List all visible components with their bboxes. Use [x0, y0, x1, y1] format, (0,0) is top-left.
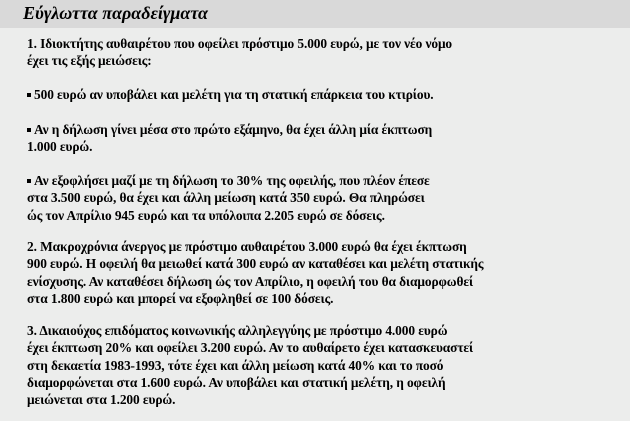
bullet-icon	[27, 93, 31, 97]
text-line: 3. Δικαιούχος επιδόματος κοινωνικής αλληλεγγύης με πρόστιμο 4.000 ευρώ	[27, 323, 448, 338]
text-line	[27, 121, 617, 138]
text-line: 1. Ιδιοκτήτης αυθαιρέτου που οφείλει πρόστιμο 5.000 ευρώ, με τον νέο νόμο	[27, 36, 453, 51]
text-line: ώς τον Απρίλιο 945 ευρώ και τα υπόλοιπα 2.205 ευρώ σε δόσεις.	[27, 207, 385, 223]
bullet-text: Αν η δήλωση γίνει μέσα στο πρώτο εξάμηνο, θα έχει άλλη μία έκπτωση	[34, 122, 433, 137]
text-line: μειώνεται στα 1.200 ευρώ.	[27, 392, 176, 408]
text-line: στα 1.800 ευρώ και μπορεί να εξοφληθεί σε 100 δόσεις.	[27, 290, 334, 306]
text-line: έχει έκπτωση 20% και οφείλει 3.200 ευρώ. Αν το αυθαίρετο έχει κατασκευαστεί	[27, 340, 474, 356]
text-line: διαμορφώνεται στα 1.600 ευρώ. Αν υποβάλει και στατική μελέτη, η οφειλή	[27, 374, 446, 390]
bullet-icon	[27, 128, 31, 132]
bullet-text: Αν εξοφλήσει μαζί με τη δήλωση το 30% της οφειλής, που πλέον έπεσε	[34, 173, 430, 188]
article-title: Εύγλωττα παραδείγματα	[23, 3, 209, 23]
text-line: 900 ευρώ. Η οφειλή θα μειωθεί κατά 300 ευρώ αν καταθέσει και μελέτη στατικής	[27, 256, 484, 272]
text-line: έχει τις εξής μειώσεις:	[27, 53, 152, 69]
text-line	[27, 86, 617, 103]
bullet-icon	[27, 179, 31, 183]
example-3	[27, 322, 617, 408]
example-1-bullet-3	[27, 172, 617, 224]
text-line: στα 3.500 ευρώ, θα έχει και άλλη μείωση κατά 350 ευρώ. Θα πληρώσει	[27, 190, 425, 206]
example-2	[27, 238, 617, 307]
text-line: στη δεκαετία 1983-1993, τότε έχει και άλλη μείωση κατά 40% και το ποσό	[27, 357, 444, 373]
example-1-intro	[27, 35, 617, 70]
text-line: 1.000 ευρώ.	[27, 139, 93, 155]
text-line: 2. Μακροχρόνια άνεργος με πρόστιμο αυθαιρέτου 3.000 ευρώ θα έχει έκπτωση	[27, 239, 467, 254]
bullet-text: 500 ευρώ αν υποβάλει και μελέτη για τη στατική επάρκεια του κτιρίου.	[34, 87, 434, 102]
example-1-bullet-2	[27, 121, 617, 156]
text-line: ενίσχυσης. Αν καταθέσει δήλωση ώς τον Απρίλιο, η οφειλή του θα διαμορφωθεί	[27, 273, 474, 289]
example-1-bullet-1	[27, 86, 617, 103]
text-line	[27, 172, 617, 189]
